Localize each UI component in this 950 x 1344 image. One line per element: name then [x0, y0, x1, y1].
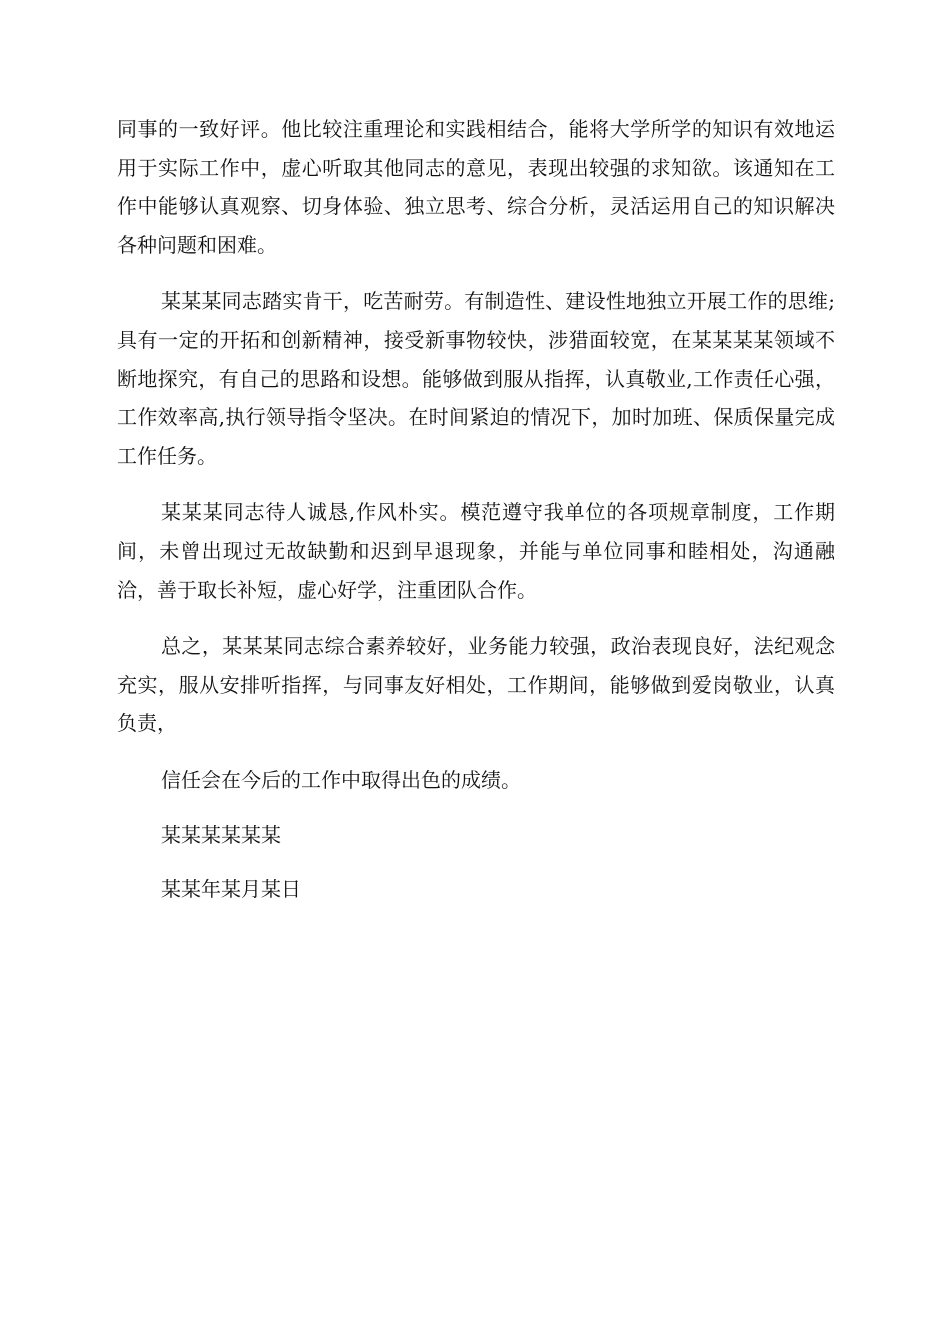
- paragraph-conduct: 某某某同志待人诚恳,作风朴实。模范遵守我单位的各项规章制度，工作期间，未曾出现过无故缺勤和迟到早退现象，并能与单位同事和睦相处，沟通融洽，善于取长补短，虚心好学，注重团队合作。: [117, 500, 835, 602]
- paragraph-continuation: 同事的一致好评。他比较注重理论和实践相结合，能将大学所学的知识有效地运用于实际工作中，虚心听取其他同志的意见，表现出较强的求知欲。该通知在工作中能够认真观察、切身体验、独立思考、综合分析，灵活运用自己的知识解决各种问题和困难。: [117, 117, 835, 257]
- paragraph-summary: 总之，某某某同志综合素养较好，业务能力较强，政治表现良好，法纪观念充实，服从安排听指挥，与同事友好相处，工作期间，能够做到爱岗敬业，认真负责，: [117, 634, 835, 736]
- document-body: [117, 110, 835, 909]
- closing-line: 信任会在今后的工作中取得出色的成绩。: [161, 767, 521, 792]
- signature: 某某某某某某: [161, 822, 281, 847]
- paragraph-work-attitude: 某某某同志踏实肯干，吃苦耐劳。有制造性、建设性地独立开展工作的思维;具有一定的开拓和创新精神，接受新事物较快，涉猎面较宽，在某某某某领域不断地探究，有自己的思路和设想。能够做到服从指挥，认真敬业,工作责任心强，工作效率高,执行领导指令坚决。在时间紧迫的情况下，加时加班、保质保量完成工作任务。: [117, 289, 835, 468]
- date-line: 某某年某月某日: [161, 877, 301, 902]
